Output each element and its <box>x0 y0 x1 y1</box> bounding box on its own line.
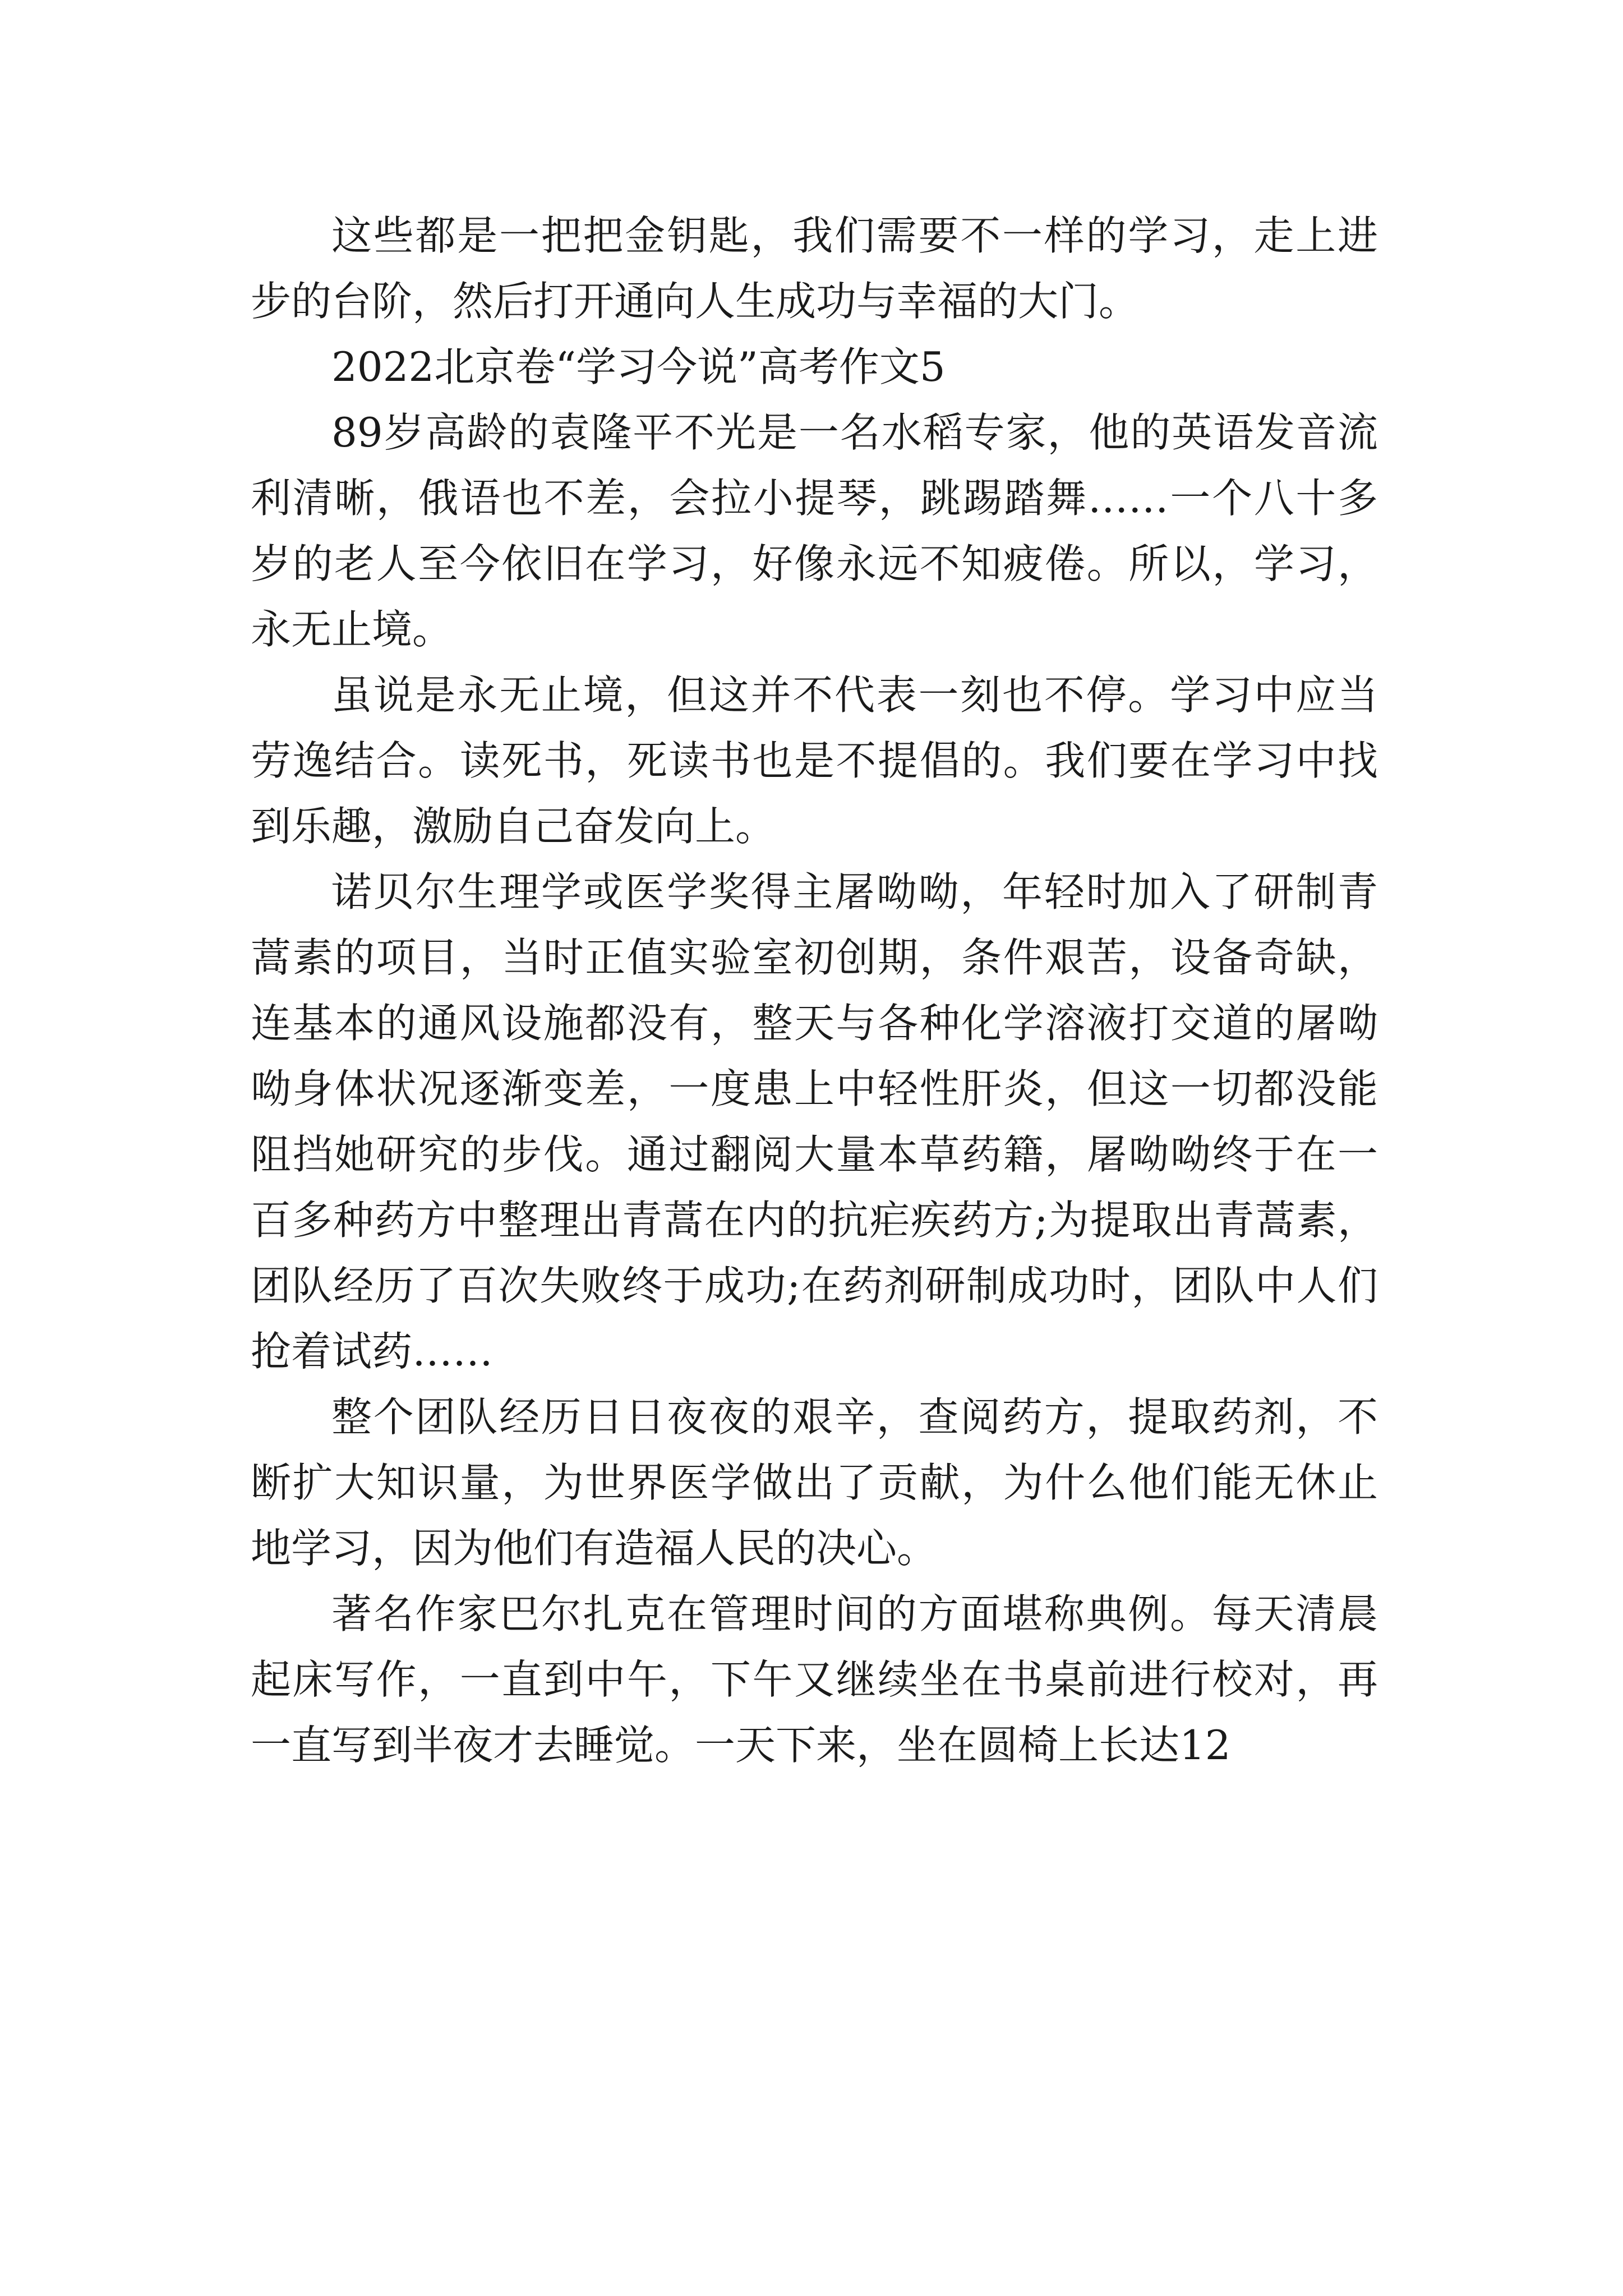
paragraph: 整个团队经历日日夜夜的艰辛，查阅药方，提取药剂，不断扩大知识量，为世界医学做出了贡献，为什么他们能无休止地学习，因为他们有造福人民的决心。 <box>251 1393 1378 1572</box>
paragraph: 89岁高龄的袁隆平不光是一名水稻专家，他的英语发音流利清晰，俄语也不差，会拉小提琴，跳踢踏舞……一个八十多岁的老人至今依旧在学习，好像永远不知疲倦。所以，学习，永无止境。 <box>251 409 1378 653</box>
paragraph: 这些都是一把把金钥匙，我们需要不一样的学习，走上进步的台阶，然后打开通向人生成功与幸福的大门。 <box>251 212 1378 325</box>
essay-title: 2022北京卷“学习今说”高考作文5 <box>331 343 946 390</box>
document-body <box>251 203 1378 1778</box>
paragraph: 虽说是永无止境，但这并不代表一刻也不停。学习中应当劳逸结合。读死书，死读书也是不提倡的。我们要在学习中找到乐趣，激励自己奋发向上。 <box>251 671 1378 850</box>
paragraph: 诺贝尔生理学或医学奖得主屠呦呦，年轻时加入了研制青蒿素的项目，当时正值实验室初创期，条件艰苦，设备奇缺，连基本的通风设施都没有，整天与各种化学溶液打交道的屠呦呦身体状况逐渐变差，一度患上中轻性肝炎，但这一切都没能阻挡她研究的步伐。通过翻阅大量本草药籍，屠呦呦终于在一百多种药方中整理出青蒿在内的抗疟疾药方;为提取出青蒿素，团队经历了百次失败终于成功;在药剂研制成功时，团队中人们抢着试药…… <box>251 868 1378 1375</box>
paragraph: 著名作家巴尔扎克在管理时间的方面堪称典例。每天清晨起床写作，一直到中午，下午又继续坐在书桌前进行校对，再一直写到半夜才去睡觉。一天下来，坐在圆椅上长达12 <box>251 1590 1378 1769</box>
